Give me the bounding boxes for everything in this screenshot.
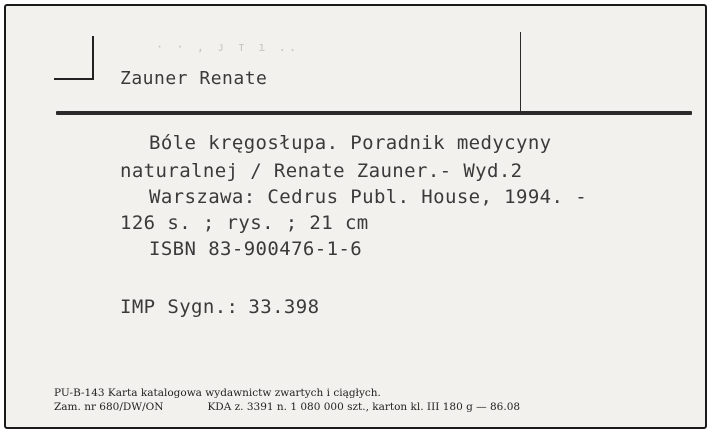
footer-line-1: PU-B-143 Karta katalogowa wydawnictw zwartych i ciągłych. <box>54 387 381 399</box>
title-line: Bóle kręgosłupa. Poradnik medycyny <box>149 132 552 154</box>
title-responsibility-line: naturalnej / Renate Zauner.- Wyd.2 <box>120 160 523 182</box>
corner-mark-vertical <box>92 36 94 80</box>
faint-bleed-text: · · , ᴊ т ı .. <box>156 40 300 54</box>
footer-line-2 <box>54 401 520 413</box>
catalog-card <box>4 4 707 429</box>
call-number-label: IMP Sygn.: <box>120 296 239 318</box>
isbn-line: ISBN 83-900476-1-6 <box>149 238 363 260</box>
publication-line: Warszawa: Cedrus Publ. House, 1994. - <box>149 186 588 208</box>
call-number-value: 33.398 <box>248 296 320 318</box>
heading-rule <box>56 111 692 115</box>
physical-description-line: 126 s. ; rys. ; 21 cm <box>120 212 369 234</box>
heading-divider <box>520 32 521 112</box>
call-number <box>120 296 319 318</box>
footer-print-info: KDA z. 3391 n. 1 080 000 szt., karton kl. III 180 g — 86.08 <box>207 401 521 413</box>
corner-mark-horizontal <box>54 78 94 80</box>
author-heading: Zauner Renate <box>120 68 268 89</box>
footer-order-number: Zam. nr 680/DW/ON <box>54 401 164 413</box>
